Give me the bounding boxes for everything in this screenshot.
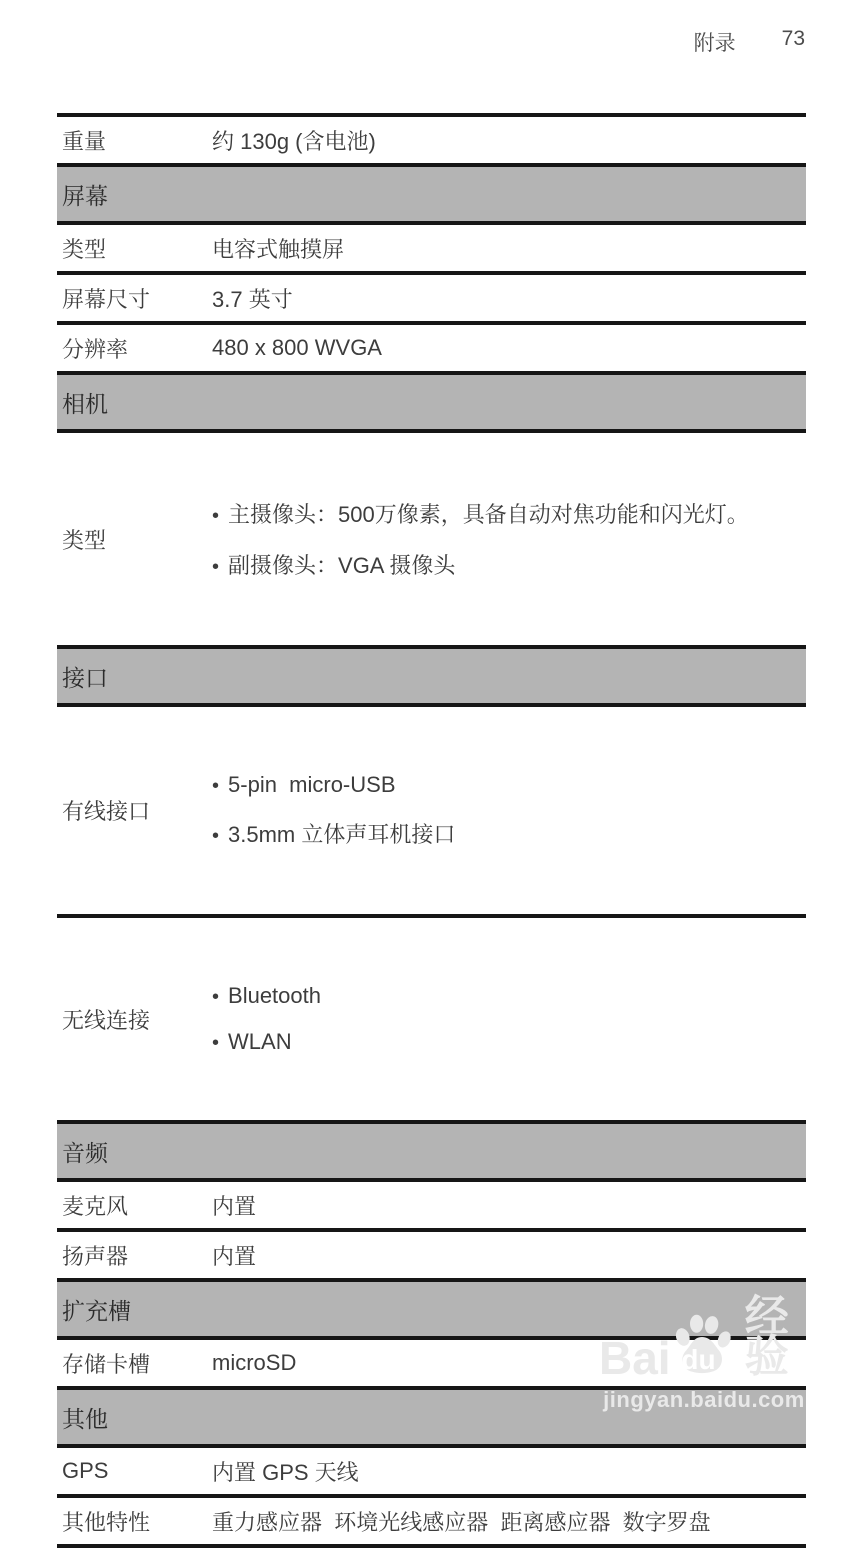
watermark-text-du: du <box>681 1343 716 1375</box>
spec-row-microphone <box>57 1182 806 1232</box>
spec-value: microSD <box>212 1350 297 1375</box>
bullet-item <box>212 983 802 1009</box>
spec-value <box>212 707 806 914</box>
spec-label: 类型 <box>62 527 107 553</box>
bullet-text: 主摄像头：500万像素，具备自动对焦功能和闪光灯。 <box>228 502 749 527</box>
section-row-audio <box>57 1124 806 1182</box>
spec-row-gps <box>57 1448 806 1498</box>
section-title: 屏幕 <box>62 182 108 209</box>
watermark-logo-row <box>599 1292 809 1385</box>
section-title: 接口 <box>62 664 108 691</box>
bullet-item <box>212 1029 802 1055</box>
spec-value: 约 130g (含电池) <box>212 128 376 154</box>
bullet-glyph: • <box>212 825 220 847</box>
spec-row-screen-size <box>57 275 806 325</box>
baidu-jingyan-watermark <box>599 1292 809 1413</box>
watermark-url: jingyan.baidu.com <box>603 1386 805 1412</box>
bullet-text: 3.5mm 立体声耳机接口 <box>228 822 456 847</box>
header-section-title: 附录 <box>693 32 736 55</box>
spec-label: 屏幕尺寸 <box>62 286 151 312</box>
spec-value <box>212 433 806 645</box>
bullet-item <box>212 549 802 580</box>
spec-value: 重力感应器 环境光线感应器 距离感应器 数字罗盘 <box>212 1509 711 1535</box>
section-row-camera <box>57 375 806 433</box>
spec-label: 扬声器 <box>62 1243 129 1269</box>
spec-row-other-features <box>57 1498 806 1548</box>
spec-label: 其他特性 <box>62 1509 151 1535</box>
spec-value: 电容式触摸屏 <box>212 236 345 262</box>
spec-label: 重量 <box>62 128 107 154</box>
bullet-glyph: • <box>212 775 220 797</box>
spec-label: 有线接口 <box>62 799 151 824</box>
section-title: 扩充槽 <box>62 1297 131 1324</box>
spec-row-screen-type <box>57 225 806 275</box>
section-row-screen <box>57 167 806 225</box>
page-header <box>694 27 805 57</box>
bullet-text: Bluetooth <box>228 983 321 1008</box>
watermark-text-jingyan: 经验 <box>744 1292 791 1382</box>
section-row-ports <box>57 649 806 707</box>
spec-value: 内置 GPS 天线 <box>212 1459 359 1485</box>
spec-row-speaker <box>57 1232 806 1282</box>
spec-value: 480 x 800 WVGA <box>212 335 382 360</box>
bullet-text: 5-pin micro-USB <box>228 772 396 797</box>
bullet-glyph: • <box>212 986 220 1008</box>
bullet-glyph: • <box>212 556 220 578</box>
spec-row-wireless <box>57 918 806 1124</box>
spec-value <box>212 918 806 1120</box>
spec-label: 无线连接 <box>62 1007 151 1033</box>
bullet-glyph: • <box>212 505 220 527</box>
spec-row-wired-ports <box>57 707 806 918</box>
spec-label: GPS <box>62 1458 109 1483</box>
section-title: 相机 <box>62 390 108 417</box>
watermark-text-bai: Bai <box>599 1332 671 1385</box>
spec-label: 分辨率 <box>62 336 129 362</box>
bullet-item <box>212 818 802 849</box>
spec-row-weight <box>57 117 806 167</box>
section-title: 音频 <box>62 1139 108 1166</box>
bullet-item <box>212 498 802 529</box>
spec-label: 存储卡槽 <box>62 1351 151 1377</box>
header-page-number: 73 <box>781 27 805 50</box>
spec-label: 类型 <box>62 236 107 262</box>
spec-value: 内置 <box>212 1243 257 1269</box>
bullet-item <box>212 772 802 798</box>
section-title: 其他 <box>62 1405 108 1432</box>
spec-row-resolution <box>57 325 806 375</box>
bullet-text: WLAN <box>228 1029 292 1054</box>
spec-value: 3.7 英寸 <box>212 286 293 312</box>
baidu-paw-icon <box>672 1314 726 1378</box>
bullet-text: 副摄像头：VGA 摄像头 <box>228 553 456 578</box>
spec-label: 麦克风 <box>62 1193 129 1219</box>
spec-row-camera-type <box>57 433 806 649</box>
bullet-glyph: • <box>212 1032 220 1054</box>
spec-value: 内置 <box>212 1193 257 1219</box>
